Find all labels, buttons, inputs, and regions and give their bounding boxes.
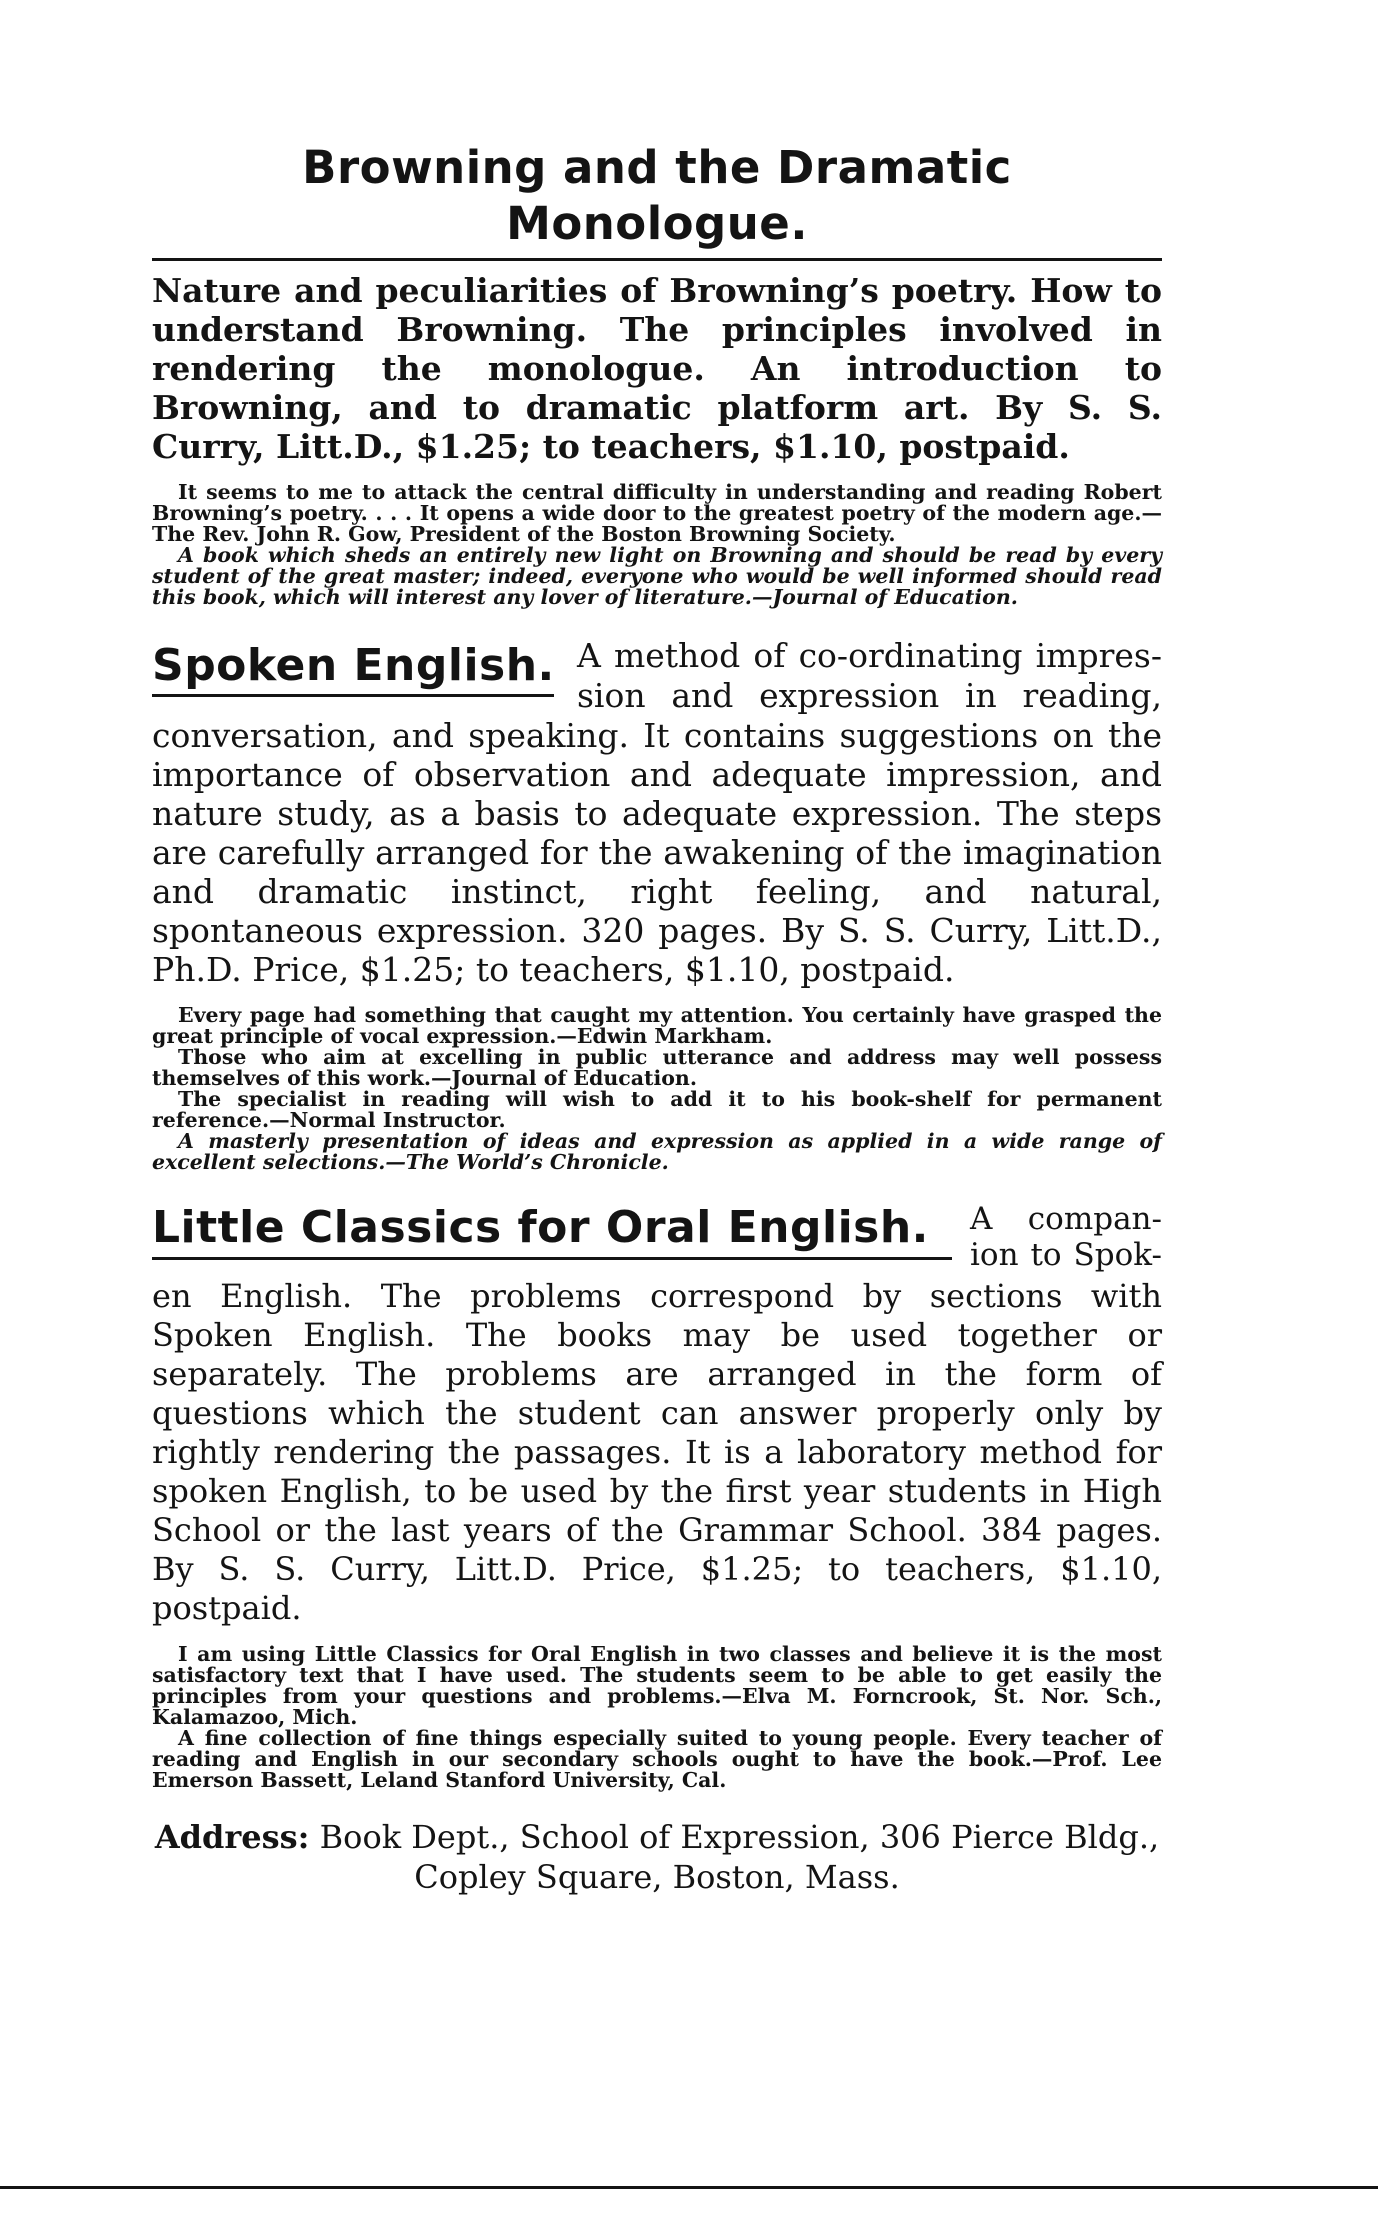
section-description: en English. The problems correspond by sections with Spoken English. The books may be used together or separately. The problems are arranged in the form of questions which the student can answer properly only by rightly rendering the passages. It is a laboratory method for spoken English, to be used by the first year students in High School or the last years of the Grammar School. 384 pages. By S. S. Curry, Litt.D. Price, $1.25; to teachers, $1.10, postpaid.	[152, 1277, 1162, 1627]
testimonials	[152, 1005, 1162, 1173]
testimonial: A fine collection of fine things especially suited to young people. Every teacher of reading and English in our secondary schools ought to have the book.—Prof. Lee Emerson Bassett, Leland Stanford University, Cal.	[152, 1726, 1162, 1792]
title-rule	[152, 1257, 952, 1260]
section-browning	[152, 140, 1162, 608]
testimonial: It seems to me to attack the central difficulty in understanding and reading Robert Browning’s poetry. . . . It opens a wide door to the greatest poetry of the modern age.—The Rev. John R. Gow, President of the Boston Browning Society.	[152, 480, 1162, 546]
address-label: Address:	[154, 1818, 310, 1856]
section-description: conversation, and speaking. It contains suggestions on the importance of observation and adequate impression, and nature study, as a basis to adequate expression. The steps are carefully arranged for the awakening of the imagination and dramatic instinct, right feeling, and natural, spontaneous expression. 320 pages. By S. S. Curry, Litt.D., Ph.D. Price, $1.25; to teachers, $1.10, postpaid.	[152, 716, 1162, 989]
address-line: Copley Square, Boston, Mass.	[414, 1858, 900, 1896]
testimonials	[152, 1644, 1162, 1791]
address-line: Book Dept., School of Expression, 306 Pierce Bldg.,	[309, 1818, 1160, 1856]
title-rule	[152, 694, 554, 697]
testimonial: Every page had something that caught my attention. You certainly have grasped the great principle of vocal expression.—Edwin Markham.	[152, 1003, 1162, 1048]
section-description-line: ion to Spok-	[970, 1237, 1162, 1273]
testimonials	[152, 482, 1162, 608]
testimonial: The specialist in reading will wish to add it to his book-shelf for permanent reference.—Normal Instructor.	[152, 1087, 1162, 1132]
section-little-classics	[152, 1199, 1162, 1791]
section-description-line: sion and expression in reading,	[577, 676, 1162, 715]
section-title: Little Classics for Oral English.	[152, 1202, 929, 1253]
section-title: Browning and the Dramatic Monologue.	[152, 140, 1162, 261]
address-block	[152, 1817, 1162, 1897]
section-description: Nature and peculiarities of Browning’s poetry. How to understand Browning. The principles involved in rendering the monologue. An introduction to Browning, and to dramatic platform art. By S. S. Curry, Litt.D., $1.25; to teachers, $1.10, postpaid.	[152, 271, 1162, 466]
section-description-line: A compan-	[970, 1201, 1162, 1237]
section-title: Spoken English.	[152, 640, 555, 691]
testimonial: I am using Little Classics for Oral English in two classes and believe it is the most satisfactory text that I have used. The students seem to be able to get easily the principles from your questions and problems.—Elva M. Forncrook, St. Nor. Sch., Kalamazoo, Mich.	[152, 1642, 1162, 1729]
section-header	[152, 1199, 1162, 1277]
testimonial: A masterly presentation of ideas and expression as applied in a wide range of excellent selections.—The World’s Chronicle.	[152, 1129, 1162, 1174]
testimonial: A book which sheds an entirely new light on Browning and should be read by every student of the great master; indeed, everyone who would be well informed should read this book, which will interest any lover of literature.—Journal of Education.	[152, 543, 1162, 609]
section-description-line: A method of co-ordinating impres-	[577, 636, 1162, 675]
testimonial: Those who aim at excelling in public utterance and address may well possess themselves of this work.—Journal of Education.	[152, 1045, 1162, 1090]
advertisement-page	[152, 140, 1162, 1897]
page-bottom-rule	[0, 2186, 1378, 2189]
section-spoken-english	[152, 636, 1162, 1173]
section-header	[152, 636, 1162, 716]
